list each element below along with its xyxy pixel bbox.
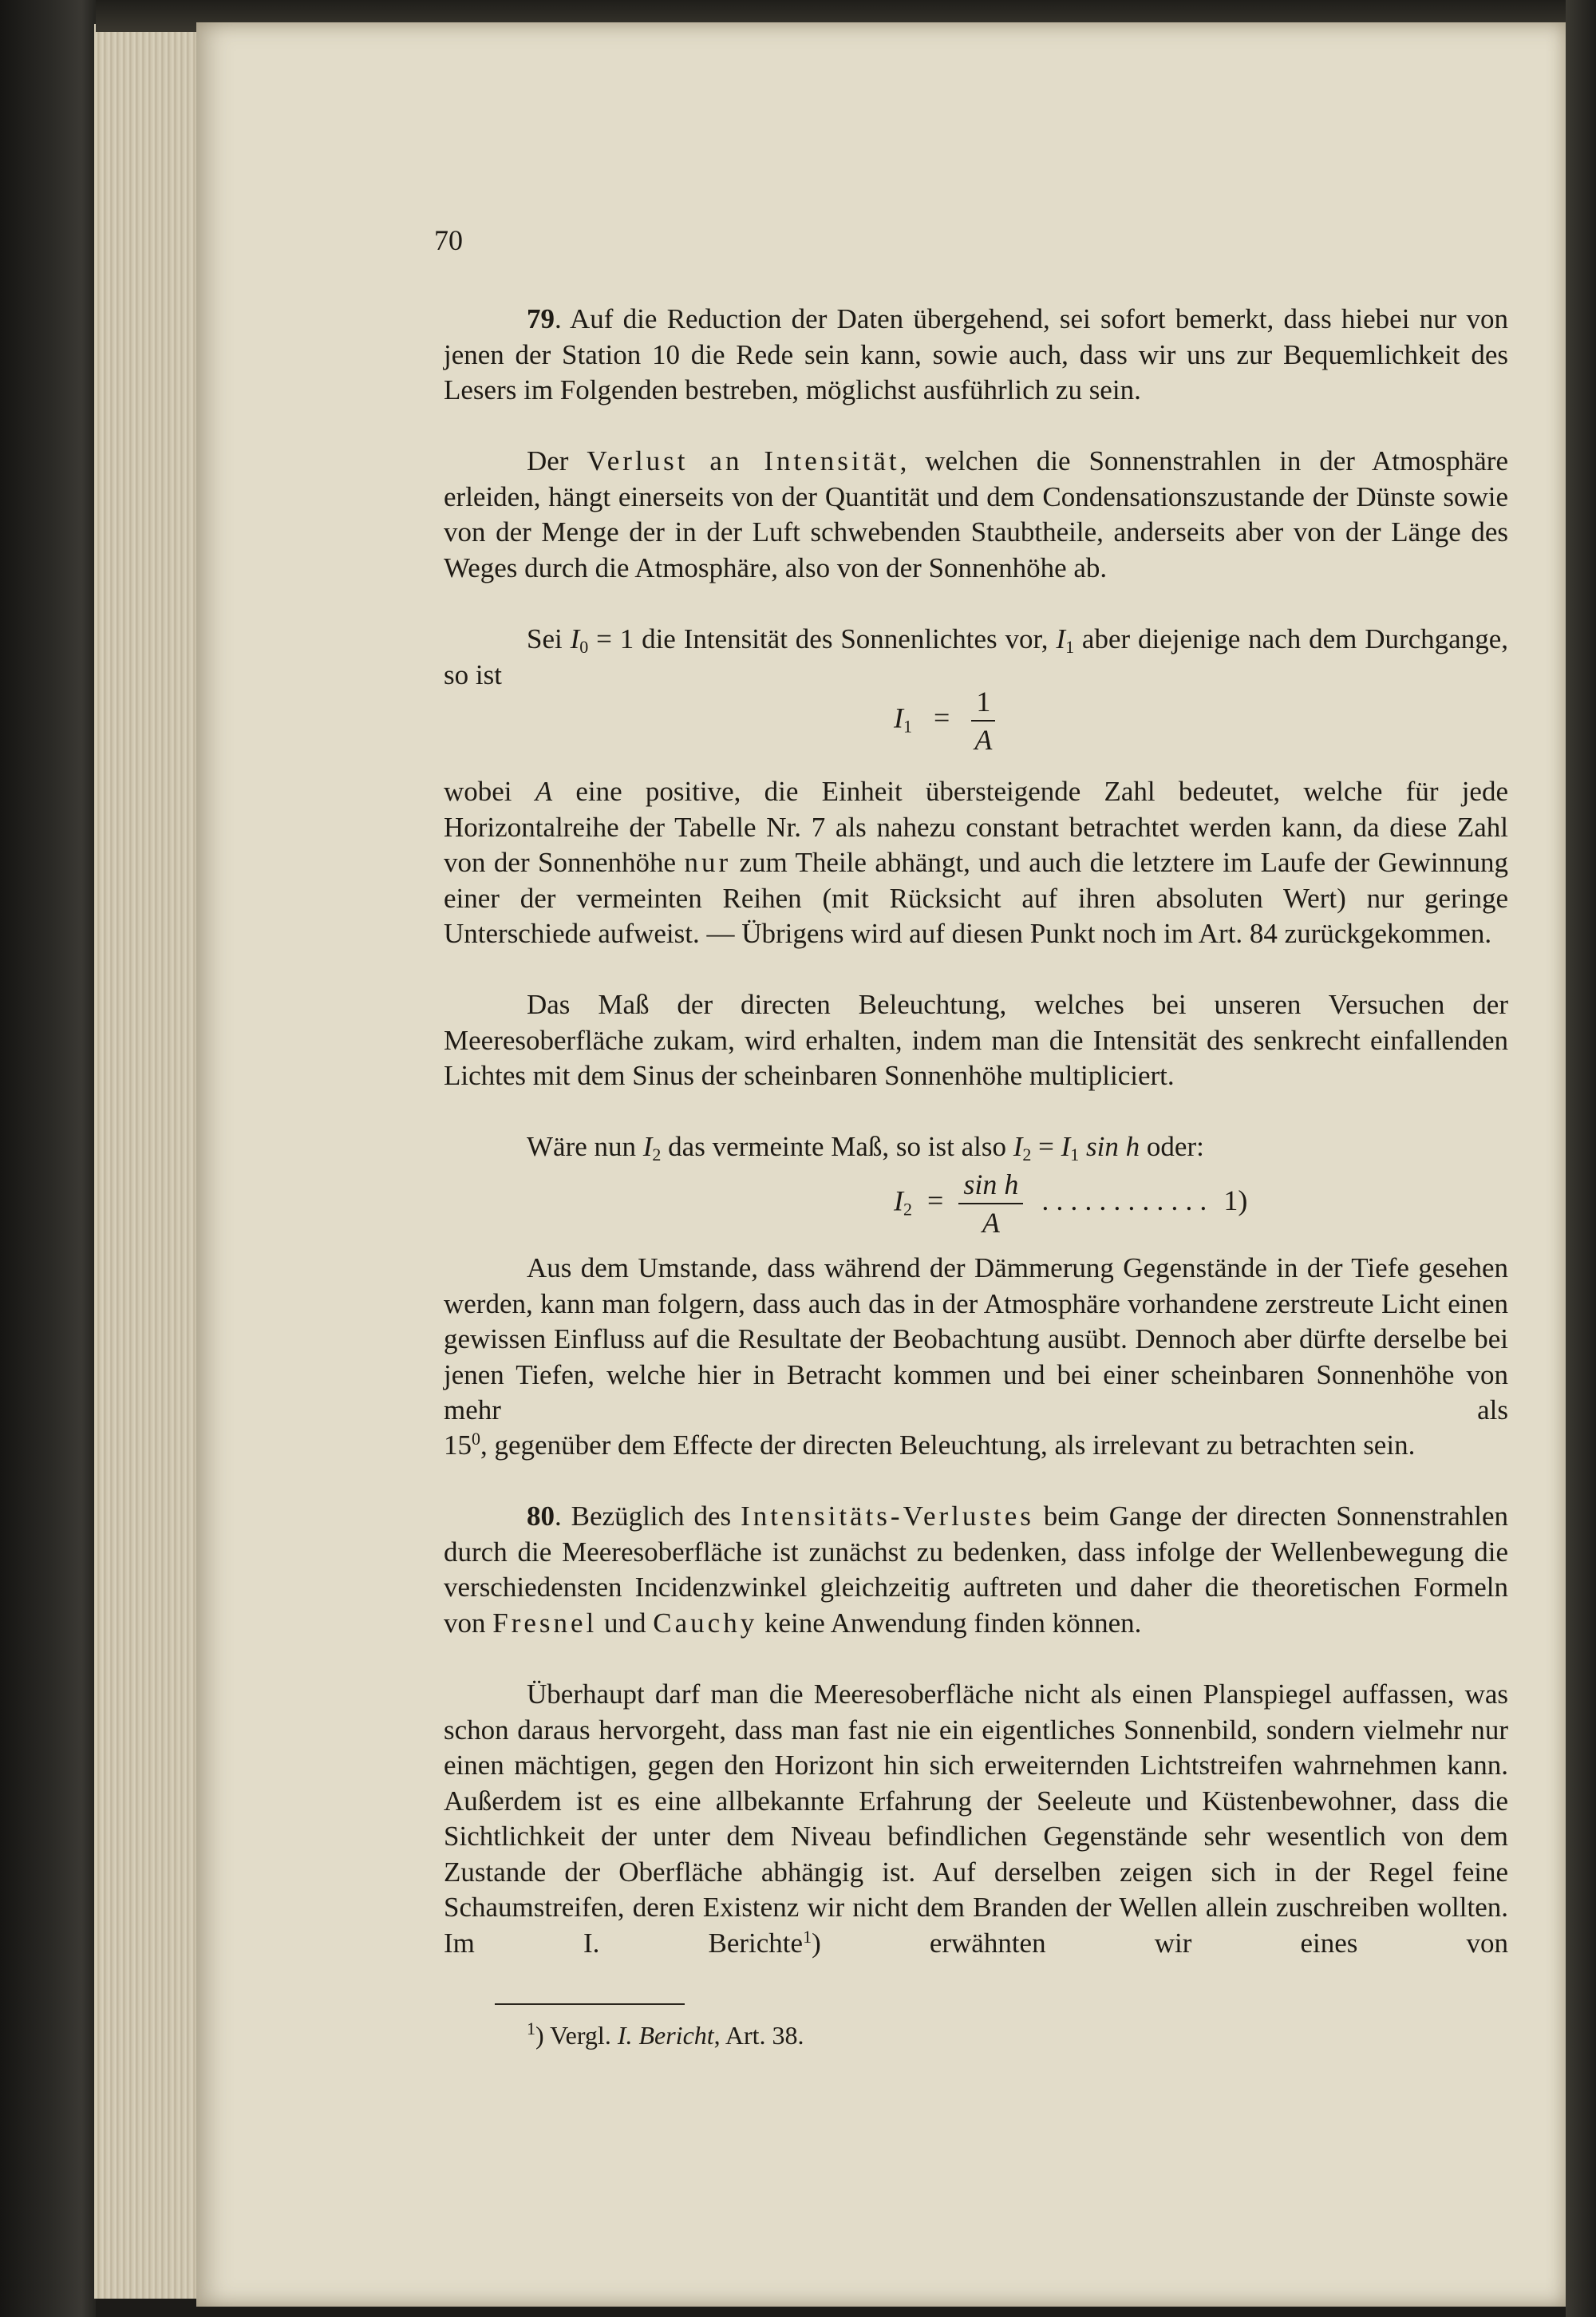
- footnote: $^1$) Vergl. I. Bericht, Art. 38.: [527, 2018, 804, 2050]
- paragraph-sei: Sei $I_0 = 1$ die Intensität des Sonnenlichtes vor, $I_1$ aber diejenige nach dem Durchgange, so ist: [444, 623, 1508, 690]
- paragraph-umstand-end: $15^0$, gegenüber dem Effecte der directen Beleuchtung, als irrelevant zu betrachten sein.: [444, 1429, 1416, 1461]
- paragraph-80: 80. Bezüglich des Intensitäts-Verlustes beim Gange der directen Sonnenstrahlen durch die Meeresoberfläche ist zunächst zu bedenken, dass infolge der Wellenbewegung die verschiedensten Incidenzwinkel gleichzeitig auftreten und daher die theoretischen Formeln von Fresnel und Cauchy keine Anwendung finden können.: [444, 1501, 1508, 1639]
- page-number: 70: [434, 224, 463, 256]
- fraction-1: $\frac{1}{A}$: [971, 685, 995, 757]
- footnote-marker[interactable]: 1: [803, 1926, 812, 1947]
- emphasis-verlust: Verlust an Intensität: [587, 445, 900, 476]
- book-spine: [0, 0, 96, 2317]
- section-number-79: 79: [527, 303, 555, 334]
- footnote-rule: [495, 2003, 685, 2005]
- equation-label: 1): [1223, 1184, 1248, 1217]
- right-shadow: [1566, 0, 1596, 2317]
- paragraph-ueberhaupt: Überhaupt darf man die Meeresoberfläche nicht als einen Planspiegel auffassen, was schon daraus hervorgeht, dass man fast nie ein eigentliches Sonnenbild, sondern vielmehr nur einen mächtigen, gegen den Horizont hin sich erweiternden Lichtstreifen wahrnehmen kann. Außerdem ist es eine allbekannte Erfahrung der Seeleute und Küstenbewohner, dass die Sichtlichkeit der unter dem Niveau befindlichen Gegenstände sehr wesentlich von dem Zustande der Oberfläche abhängig ist. Auf derselben zeigen sich in der Regel feine Schaumstreifen, deren Existenz wir nicht dem Branden der Wellen allein zuschreiben wollten. Im I. Berichte$^1$) erwähnten wir eines von: [444, 1678, 1508, 1959]
- formula-1: $I_1$ = $\frac{1}{A}$: [894, 685, 995, 757]
- fraction-2: $\frac{\text{sin h}}{A}$: [958, 1168, 1023, 1240]
- paragraph-umstand: Aus dem Umstande, dass während der Dämmerung Gegenstände in der Tiefe gesehen werden, kann man folgern, dass auch das in der Atmosphäre vorhandene zerstreute Licht einen gewissen Einfluss auf die Resultate der Beobachtung ausübt. Dennoch aber dürfte derselbe bei jenen Tiefen, welche hier in Betracht kommen und bei einer scheinbaren Sonnenhöhe von mehr als: [444, 1252, 1508, 1425]
- paragraph-79: 79. Auf die Reduction der Daten übergehend, sei sofort bemerkt, dass hiebei nur von jenen der Station 10 die Rede sein kann, sowie auch, dass wir uns zur Bequemlichkeit des Lesers im Folgenden bestreben, möglichst ausführlich zu sein.: [444, 303, 1508, 405]
- paragraph-mass: Das Maß der directen Beleuchtung, welches bei unseren Versuchen der Meeresoberfläche zukam, wird erhalten, indem man die Intensität des senkrecht einfallenden Lichtes mit dem Sinus der scheinbaren Sonnenhöhe multipliciert.: [444, 989, 1508, 1091]
- paragraph-waere: Wäre nun $I_2$ das vermeinte Maß, so ist also $I_2 = I_1$ sin h oder:: [527, 1131, 1204, 1164]
- page-edges: [94, 24, 200, 2299]
- paragraph-wobei: wobei A eine positive, die Einheit übersteigende Zahl bedeutet, welche für jede Horizontalreihe der Tabelle Nr. 7 als nahezu constant betrachtet werden kann, da diese Zahl von der Sonnenhöhe nur zum Theile abhängt, und auch die letztere im Laufe der Gewinnung einer der vermeinten Reihen (mit Rücksicht auf ihren absoluten Wert) nur geringe Unterschiede aufweist. — Übrigens wird auf diesen Punkt noch im Art. 84 zurückgekommen.: [444, 776, 1508, 949]
- section-number-80: 80: [527, 1501, 555, 1532]
- paragraph-verlust: Der Verlust an Intensität, welchen die Sonnenstrahlen in der Atmosphäre erleiden, hängt einerseits von der Quantität und dem Condensationszustande der Dünste sowie von der Menge der in der Luft schwebenden Staubtheile, anderseits aber von der Länge des Weges durch die Atmosphäre, also von der Sonnenhöhe ab.: [444, 445, 1509, 583]
- formula-2: $I_2$ = $\frac{\text{sin h}}{A}$ . . . . . . . . . . . . 1): [894, 1168, 1248, 1239]
